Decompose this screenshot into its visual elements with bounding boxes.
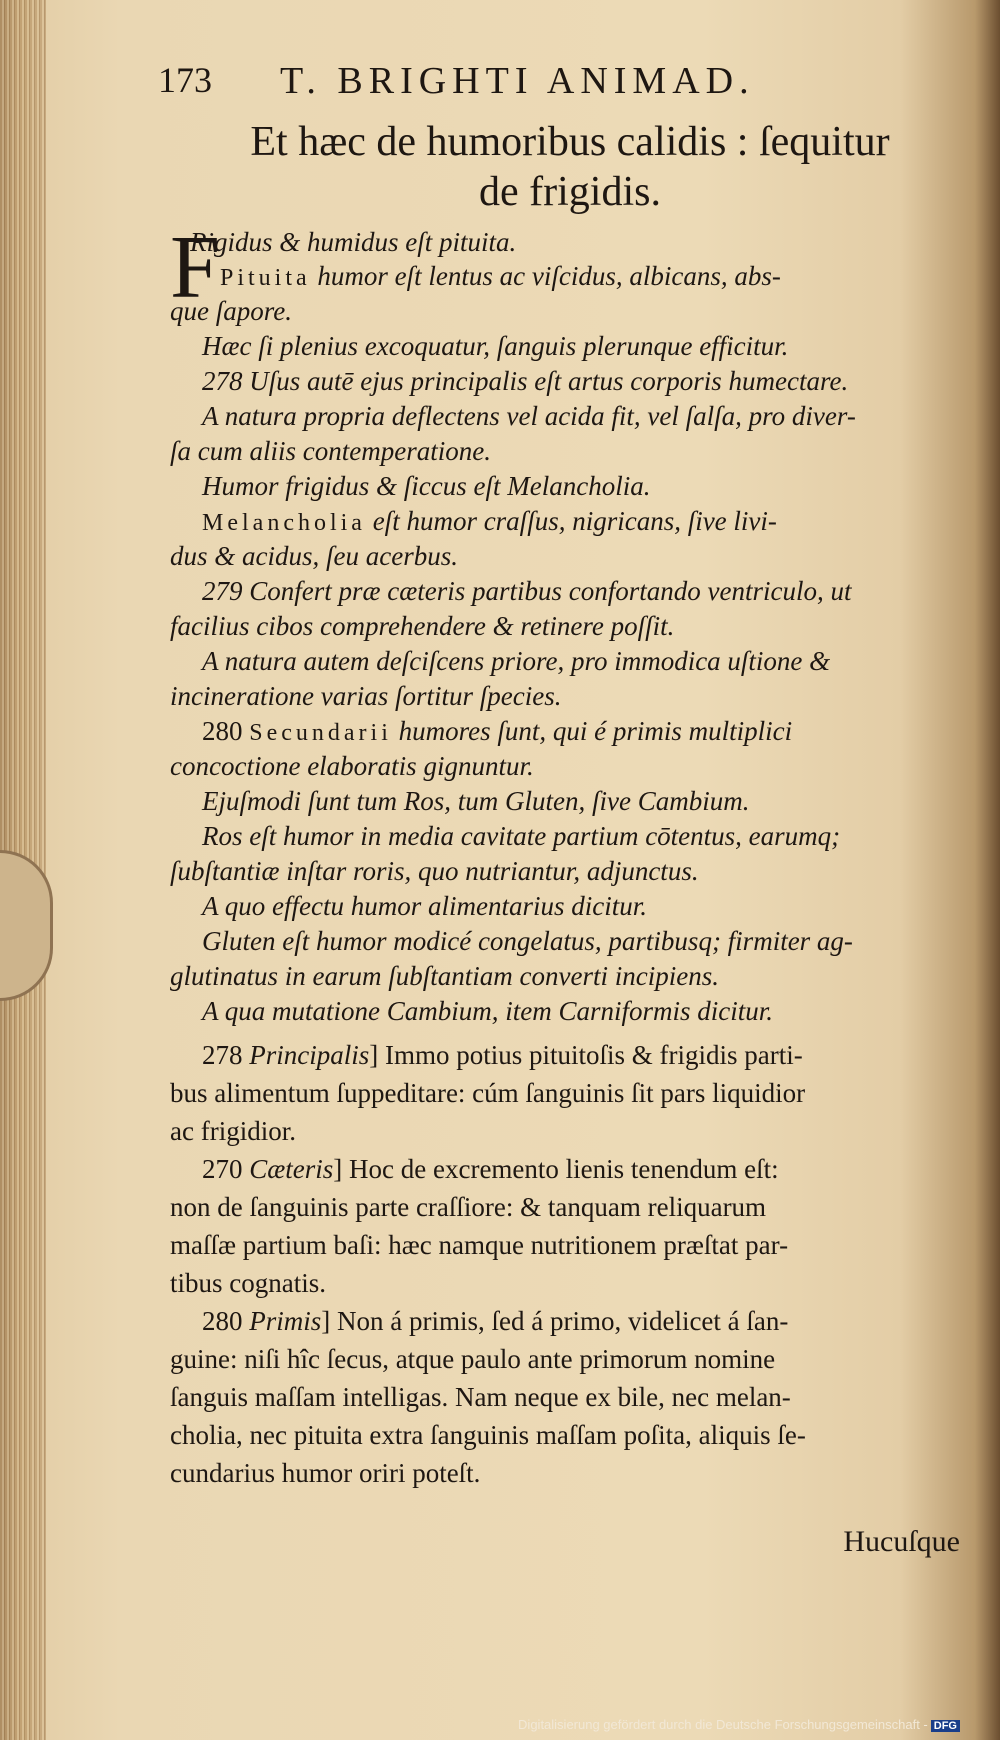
text-line: Rigidus & humidus eſt pituita. [190,227,517,257]
text-line: glutinatus in earum ſubſtantiam converti incipiens. [170,961,719,991]
page-number: 173 [158,60,212,100]
note-line: bus alimentum ſuppeditare: cúm ſanguinis ſit pars liquidior [170,1078,806,1108]
text-line: dus & acidus, ſeu acerbus. [170,541,458,571]
text-line: Humor frigidus & ſiccus eſt Melancholia. [202,471,651,501]
text-line: Gluten eſt humor modicé congelatus, partibusq; firmiter ag- [202,926,853,956]
text-line: A natura propria deflectens vel acida fit, vel ſalſa, pro diver- [202,401,856,431]
note-line: ac frigidior. [170,1116,296,1146]
note-line: 278 Principalis] Immo potius pituitoſis & frigidis parti- [202,1040,803,1070]
text-line: que ſapore. [170,296,292,326]
dfg-logo: DFG [931,1720,960,1732]
text-line: A natura autem deſciſcens priore, pro immodica uſtione & [202,646,831,676]
text-line: A qua mutatione Cambium, item Carniformis dicitur. [202,996,774,1026]
text-line: Ejuſmodi ſunt tum Ros, tum Gluten, ſive Cambium. [202,786,750,816]
note-line: non de ſanguinis parte craſſiore: & tanquam reliquarum [170,1192,767,1222]
digitization-credit: Digitalisierung gefördert durch die Deutsche Forschungsgemeinschaft - DFG [518,1717,960,1732]
text-line: incineratione varias ſortitur ſpecies. [170,681,562,711]
section-title [170,117,970,217]
text-line: 278 Uſus autē ejus principalis eſt artus corporis humectare. [202,366,849,396]
text-line: concoctione elaboratis gignuntur. [170,751,534,781]
note-line: ſanguis maſſam intelligas. Nam neque ex bile, nec melan- [170,1382,791,1412]
text-line: facilius cibos comprehendere & retinere poſſit. [170,611,675,641]
text-line: A quo effectu humor alimentarius dicitur. [202,891,647,921]
text-line: Pituita humor eſt lentus ac viſcidus, albicans, abs- [220,261,781,291]
text-line: 279 Confert præ cæteris partibus confortando ventriculo, ut [202,576,852,606]
text-line: Hæc ſi plenius excoquatur, ſanguis plerunque efficitur. [202,331,789,361]
section-title-line-2: de frigidis. [479,169,661,215]
text-line: 280 Secundarii humores ſunt, qui é primis multiplici [202,716,793,746]
note-line: cundarius humor oriri poteſt. [170,1458,481,1488]
note-line: maſſæ partium baſi: hæc namque nutritionem præſtat par- [170,1230,789,1260]
note-line: guine: niſi hîc ſecus, atque paulo ante primorum nomine [170,1344,776,1374]
text-line: Ros eſt humor in media cavitate partium cōtentus, earumq; [202,821,841,851]
text-line: ſa cum aliis contemperatione. [170,436,491,466]
running-title: T. BRIGHTI ANIMAD. [280,60,755,102]
text-line: ſubſtantiæ inſtar roris, quo nutriantur, adjunctus. [170,856,699,886]
running-header [158,55,970,105]
note-line: 280 Primis] Non á primis, ſed á primo, videlicet á ſan- [202,1306,789,1336]
text-line: Melancholia eſt humor craſſus, nigricans, ſive livi- [202,506,777,536]
note-line: 270 Cæteris] Hoc de excremento lienis tenendum eſt: [202,1154,779,1184]
note-line: tibus cognatis. [170,1268,326,1298]
catchword: Hucuſque [843,1525,960,1558]
drop-cap: F [170,218,221,317]
note-line: cholia, nec pituita extra ſanguinis maſſam poſita, aliquis ſe- [170,1420,806,1450]
section-title-line-1: Et hæc de humoribus calidis : ſequitur [250,119,890,165]
